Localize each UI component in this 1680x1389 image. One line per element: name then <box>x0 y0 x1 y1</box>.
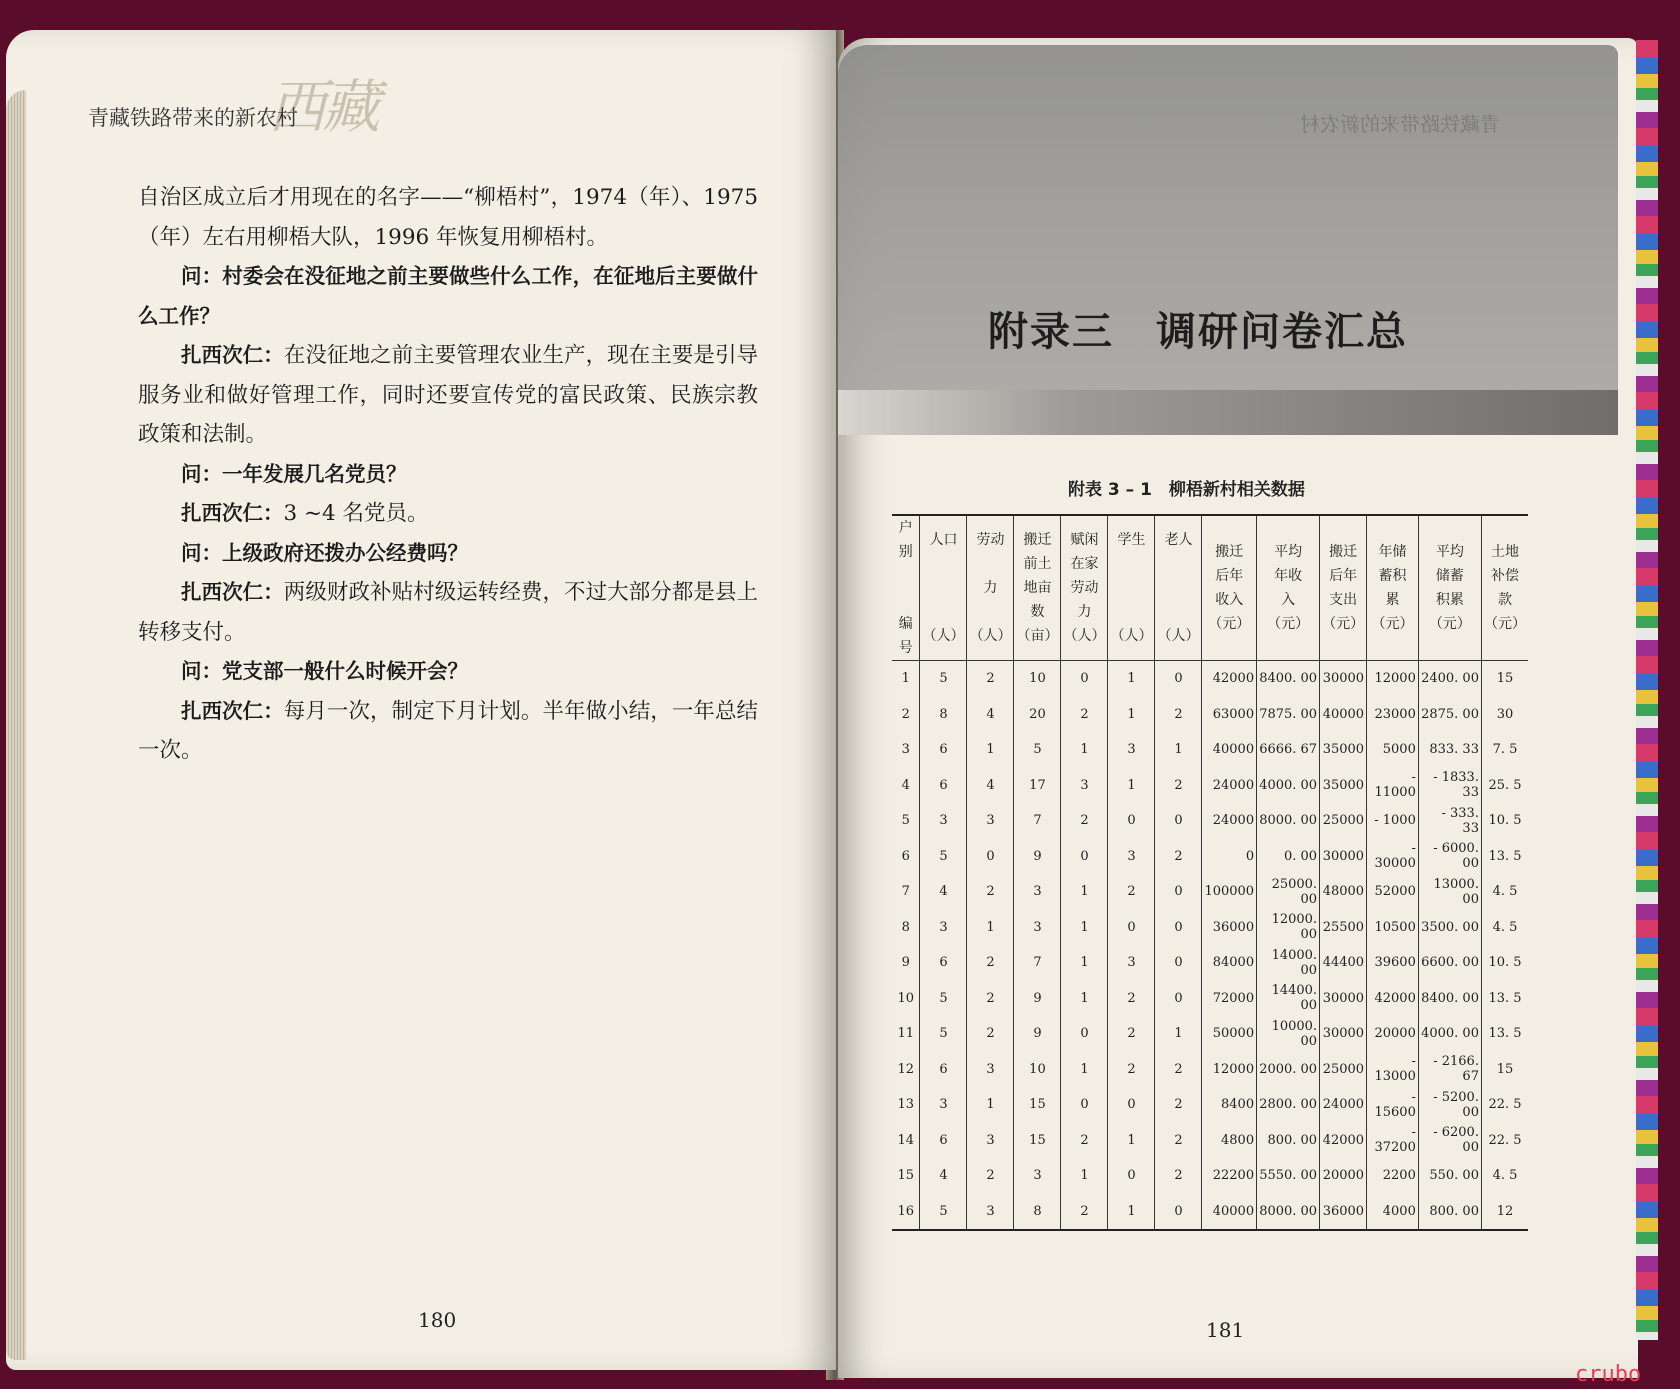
table-cell: 42000 <box>1320 1123 1367 1159</box>
table-cell: 3 <box>920 803 967 839</box>
table-cell: 3 <box>967 1052 1014 1088</box>
question-paragraph <box>138 652 758 692</box>
table-cell: 4000. 00 <box>1257 768 1320 804</box>
table-cell: 6 <box>920 1123 967 1159</box>
table-cell: 1 <box>1061 874 1108 910</box>
table-cell: 15 <box>1481 1052 1528 1088</box>
table-row <box>892 839 1528 875</box>
table-cell: 100000 <box>1202 874 1257 910</box>
table-cell: 4 <box>920 874 967 910</box>
table-cell: 2 <box>1061 1123 1108 1159</box>
table-cell: 0 <box>967 839 1014 875</box>
answer-text: 在没征地之前主要管理农业生产，现在主要是引导服务业和做好管理工作，同时还要宣传党的富民政策、民族宗教政策和法制。 <box>138 343 758 447</box>
table-cell: 14 <box>897 1132 914 1148</box>
answer-paragraph <box>138 494 758 534</box>
table-cell: 0 <box>1108 910 1155 946</box>
table-cell: 1 <box>1061 981 1108 1017</box>
table-cell: 2 <box>1108 1052 1155 1088</box>
table-cell: 10 <box>897 990 914 1006</box>
table-cell: 30 <box>1481 697 1528 733</box>
table-cell: 2 <box>967 945 1014 981</box>
table-cell: 14000. 00 <box>1257 945 1320 981</box>
table-cell: 15 <box>897 1168 914 1184</box>
table-cell: 0 <box>1108 803 1155 839</box>
table-cell: 24000 <box>1320 1087 1367 1123</box>
table-cell: 40000 <box>1202 1194 1257 1231</box>
table-cell: 8 <box>920 697 967 733</box>
table-cell: 3 <box>920 1087 967 1123</box>
column-header: 老人 （人） <box>1155 515 1202 661</box>
table-cell: 13000. 00 <box>1418 874 1481 910</box>
appendix-title: 附录三 调研问卷汇总 <box>988 308 1408 355</box>
table-cell: 10. 5 <box>1481 803 1528 839</box>
table-cell: 52000 <box>1367 874 1419 910</box>
table-cell: 2 <box>1155 1123 1202 1159</box>
table-cell: 0 <box>1155 945 1202 981</box>
table-cell: 1 <box>1155 1016 1202 1052</box>
table-cell: 25000 <box>1320 803 1367 839</box>
table-cell: - 333. 33 <box>1418 803 1481 839</box>
table-cell: 6600. 00 <box>1418 945 1481 981</box>
answer-paragraph <box>138 573 758 652</box>
table-cell: 2 <box>1155 768 1202 804</box>
banner-strip <box>838 390 1618 435</box>
question-paragraph <box>138 257 758 336</box>
table-cell: - 2166. 67 <box>1418 1052 1481 1088</box>
table-cell: 63000 <box>1202 697 1257 733</box>
table-cell: 40000 <box>1202 732 1257 768</box>
table-cell: 2 <box>901 706 910 722</box>
table-cell: 0 <box>1155 661 1202 697</box>
table-cell: 15 <box>1481 661 1528 697</box>
column-header: 年储 蓄积 累 （元） <box>1367 515 1419 661</box>
table-cell: 12 <box>897 1061 914 1077</box>
table-cell: 3 <box>1014 874 1061 910</box>
table-cell: 2 <box>1155 697 1202 733</box>
table-row <box>892 697 1528 733</box>
column-header: 户别 编号 <box>892 515 920 661</box>
table-cell: 6666. 67 <box>1257 732 1320 768</box>
table-cell: 23000 <box>1367 697 1419 733</box>
column-header: 搬迁 前土 地亩 数 （亩） <box>1014 515 1061 661</box>
table-cell: 5550. 00 <box>1257 1158 1320 1194</box>
table-cell: 1 <box>1061 1158 1108 1194</box>
table-cell: 3 <box>967 803 1014 839</box>
body-paragraph: 自治区成立后才用现在的名字——“柳梧村”，1974（年）、1975（年）左右用柳梧大队，1996 年恢复用柳梧村。 <box>138 185 758 250</box>
question-text: 问：村委会在没征地之前主要做些什么工作，在征地后主要做什么工作？ <box>138 264 758 328</box>
table-cell: 12000. 00 <box>1257 910 1320 946</box>
table-cell: 4. 5 <box>1481 874 1528 910</box>
table-cell: 22200 <box>1202 1158 1257 1194</box>
table-cell: 2 <box>1155 1158 1202 1194</box>
table-cell: 3 <box>1108 732 1155 768</box>
table-cell: 2 <box>1108 1016 1155 1052</box>
table-cell: - 13000 <box>1367 1052 1419 1088</box>
table-cell: 2 <box>1061 697 1108 733</box>
table-cell: 84000 <box>1202 945 1257 981</box>
table-cell: 5 <box>901 813 910 829</box>
table-cell: 6 <box>920 1052 967 1088</box>
question-text: 问：一年发展几名党员？ <box>181 461 407 486</box>
table-cell: 11 <box>897 1026 914 1042</box>
table-cell: 8 <box>901 919 910 935</box>
table-cell: 3 <box>1014 1158 1061 1194</box>
table-cell: 2 <box>1155 1087 1202 1123</box>
table-header-row <box>892 515 1528 661</box>
table-row <box>892 945 1528 981</box>
table-cell: 2 <box>1108 981 1155 1017</box>
table-cell: 35000 <box>1320 732 1367 768</box>
table-cell: 8400. 00 <box>1418 981 1481 1017</box>
table-cell: 4. 5 <box>1481 910 1528 946</box>
table-cell: 2800. 00 <box>1257 1087 1320 1123</box>
question-text: 问：上级政府还拨办公经费吗？ <box>181 540 468 565</box>
question-paragraph <box>138 455 758 495</box>
table-caption: 附表 3 – 1 柳梧新村相关数据 <box>1068 480 1305 500</box>
table-cell: - 11000 <box>1367 768 1419 804</box>
table-cell: 8000. 00 <box>1257 1194 1320 1231</box>
table-cell: 7. 5 <box>1481 732 1528 768</box>
data-table <box>892 514 1528 1231</box>
table-row <box>892 803 1528 839</box>
table-cell: 50000 <box>1202 1016 1257 1052</box>
table-cell: 25. 5 <box>1481 768 1528 804</box>
table-cell: 48000 <box>1320 874 1367 910</box>
table-row <box>892 768 1528 804</box>
table-cell: 1 <box>1108 1194 1155 1231</box>
table-cell: 2200 <box>1367 1158 1419 1194</box>
table-cell: 2400. 00 <box>1418 661 1481 697</box>
table-cell: 2875. 00 <box>1418 697 1481 733</box>
table-cell: 4000. 00 <box>1418 1016 1481 1052</box>
table-cell: 3500. 00 <box>1418 910 1481 946</box>
table-cell: 6 <box>901 848 910 864</box>
table-cell: 1 <box>1061 732 1108 768</box>
table-cell: 550. 00 <box>1418 1158 1481 1194</box>
table-cell: 0 <box>1061 661 1108 697</box>
table-cell: 5 <box>920 1194 967 1231</box>
table-row <box>892 1158 1528 1194</box>
table-cell: 5 <box>920 839 967 875</box>
table-cell: 4800 <box>1202 1123 1257 1159</box>
table-cell: 16 <box>897 1203 914 1219</box>
table-cell: 7 <box>901 884 910 900</box>
table-cell: 13. 5 <box>1481 1016 1528 1052</box>
table-cell: 2 <box>967 1016 1014 1052</box>
table-cell: 17 <box>1014 768 1061 804</box>
page-edges <box>6 90 26 1360</box>
answer-text: 3 ~4 名党员。 <box>283 501 429 526</box>
table-cell: - 37200 <box>1367 1123 1419 1159</box>
table-row <box>892 1016 1528 1052</box>
table-cell: 40000 <box>1320 697 1367 733</box>
table-cell: 24000 <box>1202 768 1257 804</box>
table-cell: 9 <box>901 955 910 971</box>
table-cell: 0 <box>1202 839 1257 875</box>
table-cell: 0 <box>1155 910 1202 946</box>
table-cell: 5000 <box>1367 732 1419 768</box>
table-cell: 20000 <box>1320 1158 1367 1194</box>
table-cell: 72000 <box>1202 981 1257 1017</box>
column-header: 搬迁 后年 支出 （元） <box>1320 515 1367 661</box>
question-text: 问：党支部一般什么时候开会？ <box>181 659 468 683</box>
table-cell: 7 <box>1014 803 1061 839</box>
table-cell: 10 <box>1014 1052 1061 1088</box>
table-cell: 1 <box>1061 945 1108 981</box>
table-cell: 10000. 00 <box>1257 1016 1320 1052</box>
column-header: 赋闲 在家 劳动 力 （人） <box>1061 515 1108 661</box>
table-cell: 8400. 00 <box>1257 661 1320 697</box>
table-cell: 3 <box>1108 839 1155 875</box>
table-row <box>892 1052 1528 1088</box>
left-page-body <box>138 178 758 771</box>
table-cell: 3 <box>1014 910 1061 946</box>
table-cell: 2 <box>1061 803 1108 839</box>
table-cell: 2000. 00 <box>1257 1052 1320 1088</box>
table-cell: 4 <box>967 697 1014 733</box>
table-cell: 20 <box>1014 697 1061 733</box>
table-cell: 4 <box>967 768 1014 804</box>
table-cell: 14400. 00 <box>1257 981 1320 1017</box>
table-row <box>892 874 1528 910</box>
table-cell: 8 <box>1014 1194 1061 1231</box>
right-page-number: 181 <box>1206 1318 1245 1342</box>
appendix-banner <box>838 45 1618 435</box>
table-cell: 5 <box>920 661 967 697</box>
table-cell: 3 <box>967 1194 1014 1231</box>
table-row <box>892 1123 1528 1159</box>
table-cell: 10 <box>1014 661 1061 697</box>
table-cell: 0. 00 <box>1257 839 1320 875</box>
table-cell: 2 <box>967 874 1014 910</box>
table-cell: 833. 33 <box>1418 732 1481 768</box>
table-cell: 22. 5 <box>1481 1123 1528 1159</box>
table-row <box>892 910 1528 946</box>
table-cell: 3 <box>967 1123 1014 1159</box>
table-cell: 0 <box>1155 981 1202 1017</box>
header-decoration: 西藏 <box>268 73 377 141</box>
table-cell: 800. 00 <box>1418 1194 1481 1231</box>
table-cell: - 6000. 00 <box>1418 839 1481 875</box>
table-cell: 7875. 00 <box>1257 697 1320 733</box>
table-cell: 39600 <box>1367 945 1419 981</box>
table-cell: 1 <box>1061 1052 1108 1088</box>
column-header: 平均 年收 入 （元） <box>1257 515 1320 661</box>
table-row <box>892 1087 1528 1123</box>
table-cell: 24000 <box>1202 803 1257 839</box>
table-cell: 5 <box>920 981 967 1017</box>
speaker-label: 扎西次仁： <box>181 343 284 367</box>
table-cell: 1 <box>1108 1123 1155 1159</box>
table-cell: 1 <box>967 732 1014 768</box>
table-cell: 10500 <box>1367 910 1419 946</box>
answer-paragraph <box>138 692 758 771</box>
speaker-label: 扎西次仁： <box>181 501 284 525</box>
table-cell: 9 <box>1014 1016 1061 1052</box>
running-header: 青藏铁路带来的新农村 <box>88 106 298 130</box>
table-cell: - 1833. 33 <box>1418 768 1481 804</box>
table-cell: 1 <box>967 910 1014 946</box>
column-header: 劳动 力 （人） <box>967 515 1014 661</box>
table-cell: 6 <box>920 945 967 981</box>
table-cell: 5 <box>920 1016 967 1052</box>
table-cell: 0 <box>1061 1016 1108 1052</box>
table-cell: 36000 <box>1202 910 1257 946</box>
table-cell: 4000 <box>1367 1194 1419 1231</box>
table-cell: 25500 <box>1320 910 1367 946</box>
table-cell: 15 <box>1014 1123 1061 1159</box>
table-cell: 36000 <box>1320 1194 1367 1231</box>
table-cell: 3 <box>920 910 967 946</box>
table-cell: - 15600 <box>1367 1087 1419 1123</box>
left-page-number: 180 <box>418 1308 457 1332</box>
table-cell: 9 <box>1014 981 1061 1017</box>
column-header: 平均 储蓄 积累 （元） <box>1418 515 1481 661</box>
table-cell: 30000 <box>1320 661 1367 697</box>
table-cell: 0 <box>1061 839 1108 875</box>
table-cell: 2 <box>1061 1194 1108 1231</box>
table-cell: 1 <box>901 671 910 687</box>
table-cell: - 6200. 00 <box>1418 1123 1481 1159</box>
table-cell: - 1000 <box>1367 803 1419 839</box>
answer-text: 两级财政补贴村级运转经费，不过大部分都是县上转移支付。 <box>138 580 758 645</box>
table-cell: 2 <box>967 661 1014 697</box>
table-cell: 0 <box>1061 1087 1108 1123</box>
table-cell: 800. 00 <box>1257 1123 1320 1159</box>
table-cell: 12000 <box>1202 1052 1257 1088</box>
banner-show-through-text: 青藏铁路带来的新农村 <box>1300 112 1500 136</box>
table-cell: 1 <box>1108 768 1155 804</box>
table-cell: 30000 <box>1320 1016 1367 1052</box>
table-cell: 3 <box>901 742 910 758</box>
table-cell: 0 <box>1155 874 1202 910</box>
table-cell: 7 <box>1014 945 1061 981</box>
table-cell: 4 <box>901 777 910 793</box>
column-header: 搬迁 后年 收入 （元） <box>1202 515 1257 661</box>
table-cell: 8000. 00 <box>1257 803 1320 839</box>
table-cell: 8400 <box>1202 1087 1257 1123</box>
table-cell: 1 <box>1061 910 1108 946</box>
table-cell: 2 <box>967 981 1014 1017</box>
table-cell: 13. 5 <box>1481 981 1528 1017</box>
table-cell: 42000 <box>1367 981 1419 1017</box>
table-cell: 6 <box>920 732 967 768</box>
table-cell: 4. 5 <box>1481 1158 1528 1194</box>
table-row <box>892 661 1528 697</box>
table-cell: 3 <box>1108 945 1155 981</box>
table-row <box>892 1194 1528 1231</box>
speaker-label: 扎西次仁： <box>181 698 284 723</box>
table-body <box>892 661 1528 1231</box>
table-cell: 5 <box>1014 732 1061 768</box>
color-calibration-strip <box>1636 40 1658 1340</box>
table-cell: 0 <box>1108 1158 1155 1194</box>
table-cell: 35000 <box>1320 768 1367 804</box>
table-cell: 20000 <box>1367 1016 1419 1052</box>
table-cell: 4 <box>920 1158 967 1194</box>
speaker-label: 扎西次仁： <box>181 580 284 604</box>
table-cell: 30000 <box>1320 981 1367 1017</box>
table-cell: 1 <box>1108 661 1155 697</box>
table-cell: 0 <box>1155 1194 1202 1231</box>
table-cell: 13 <box>897 1097 914 1113</box>
table-cell: 2 <box>967 1158 1014 1194</box>
table-cell: 22. 5 <box>1481 1087 1528 1123</box>
table-cell: 12 <box>1481 1194 1528 1231</box>
table-cell: - 5200. 00 <box>1418 1087 1481 1123</box>
column-header: 土地 补偿 款 （元） <box>1481 515 1528 661</box>
column-header: 学生 （人） <box>1108 515 1155 661</box>
answer-text: 每月一次，制定下月计划。半年做小结，一年总结一次。 <box>138 698 758 763</box>
table-row <box>892 732 1528 768</box>
table-cell: 25000 <box>1320 1052 1367 1088</box>
table-cell: 15 <box>1014 1087 1061 1123</box>
table-cell: 30000 <box>1320 839 1367 875</box>
table-cell: 2 <box>1108 874 1155 910</box>
question-paragraph <box>138 534 758 574</box>
table-cell: 44400 <box>1320 945 1367 981</box>
table-cell: 10. 5 <box>1481 945 1528 981</box>
table-cell: 1 <box>1155 732 1202 768</box>
table-cell: 2 <box>1155 1052 1202 1088</box>
table-cell: 0 <box>1155 803 1202 839</box>
answer-paragraph <box>138 336 758 455</box>
table-cell: 1 <box>967 1087 1014 1123</box>
column-header: 人口 （人） <box>920 515 967 661</box>
table-cell: - 30000 <box>1367 839 1419 875</box>
watermark: crubo <box>1575 1362 1642 1387</box>
table-cell: 0 <box>1108 1087 1155 1123</box>
table-cell: 9 <box>1014 839 1061 875</box>
table-cell: 1 <box>1108 697 1155 733</box>
table-cell: 2 <box>1155 839 1202 875</box>
table-cell: 25000. 00 <box>1257 874 1320 910</box>
table-cell: 12000 <box>1367 661 1419 697</box>
table-cell: 3 <box>1061 768 1108 804</box>
table-cell: 6 <box>920 768 967 804</box>
table-cell: 42000 <box>1202 661 1257 697</box>
table-cell: 13. 5 <box>1481 839 1528 875</box>
table-row <box>892 981 1528 1017</box>
